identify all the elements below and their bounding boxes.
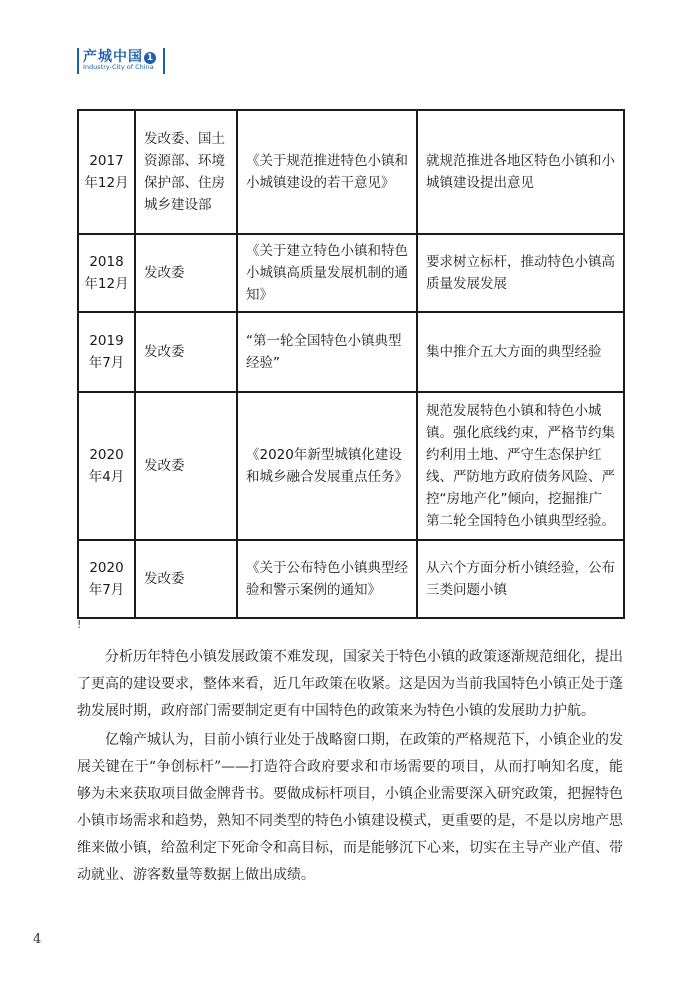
table-row xyxy=(78,392,624,540)
logo-bracket-right xyxy=(163,48,165,74)
table-row xyxy=(78,234,624,312)
cell-department: 发改委 xyxy=(135,392,237,540)
logo-bracket-left xyxy=(77,48,79,74)
table-end-marker: ! xyxy=(77,618,82,631)
cell-date: 2020年7月 xyxy=(78,540,135,618)
body-text xyxy=(77,644,623,891)
page-number: 4 xyxy=(33,932,42,947)
cell-date: 2020年4月 xyxy=(78,392,135,540)
cell-content: 从六个方面分析小镇经验，公布三类问题小镇 xyxy=(417,540,624,618)
cell-document: 《关于建立特色小镇和特色小城镇高质量发展机制的通知》 xyxy=(237,234,417,312)
paragraph: 亿翰产城认为，目前小镇行业处于战略窗口期，在政策的严格规范下，小镇企业的发展关键在于“争创标杆”——打造符合政府要求和市场需要的项目，从而打响知名度，能够为未来获取项目做金牌背书。要做成标杆项目，小镇企业需要深入研究政策，把握特色小镇市场需求和趋势，熟知不同类型的特色小镇建设模式，更重要的是，不是以房地产思维来做小镇，给盈利定下死命令和高目标，而是能够沉下心来，切实在主导产业产值、带动就业、游客数量等数据上做出成绩。 xyxy=(77,732,623,883)
cell-date: 2017年12月 xyxy=(78,110,135,234)
logo-badge-icon: 1 xyxy=(144,52,156,64)
logo-chinese: 产城中国 1 xyxy=(83,46,156,66)
cell-content: 要求树立标杆，推动特色小镇高质量发展发展 xyxy=(417,234,624,312)
policy-table xyxy=(77,109,625,619)
paragraph: 分析历年特色小镇发展政策不难发现，国家关于特色小镇的政策逐渐规范细化，提出了更高的建设要求，整体来看，近几年政策在收紧。这是因为当前我国特色小镇正处于蓬勃发展时期，政府部门需要制定更有中国特色的政策来为特色小镇的发展助力护航。 xyxy=(77,649,623,719)
cell-department: 发改委 xyxy=(135,234,237,312)
cell-document: 《关于公布特色小镇典型经验和警示案例的通知》 xyxy=(237,540,417,618)
cell-date: 2019年7月 xyxy=(78,312,135,392)
cell-document: 《关于规范推进特色小镇和小城镇建设的若干意见》 xyxy=(237,110,417,234)
cell-department: 发改委 xyxy=(135,312,237,392)
table-row xyxy=(78,312,624,392)
cell-date: 2018年12月 xyxy=(78,234,135,312)
cell-department: 发改委、国土资源部、环境保护部、住房城乡建设部 xyxy=(135,110,237,234)
cell-content: 就规范推进各地区特色小镇和小城镇建设提出意见 xyxy=(417,110,624,234)
logo xyxy=(77,44,177,74)
logo-english: Industry-City of China xyxy=(83,63,154,71)
cell-content: 集中推介五大方面的典型经验 xyxy=(417,312,624,392)
cell-document: 《2020年新型城镇化建设和城乡融合发展重点任务》 xyxy=(237,392,417,540)
cell-document: “第一轮全国特色小镇典型经验” xyxy=(237,312,417,392)
table-row xyxy=(78,540,624,618)
cell-department: 发改委 xyxy=(135,540,237,618)
cell-content: 规范发展特色小镇和特色小城镇。强化底线约束，严格节约集约利用土地、严守生态保护红线、严防地方政府债务风险、严控“房地产化”倾向，挖掘推广第二轮全国特色小镇典型经验。 xyxy=(417,392,624,540)
table-row xyxy=(78,110,624,234)
